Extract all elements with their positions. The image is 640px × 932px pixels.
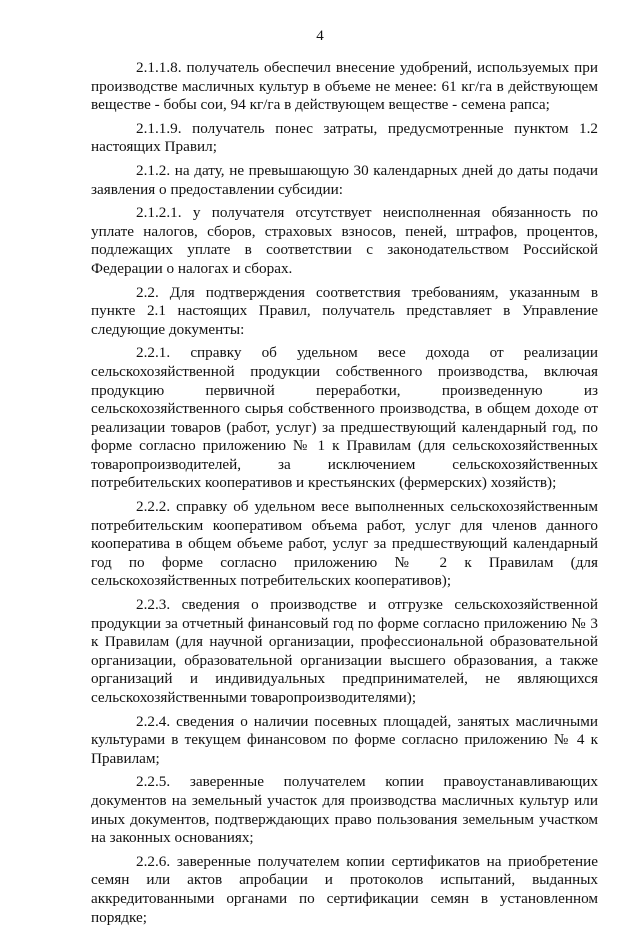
paragraph-2-1-1-8: 2.1.1.8. получатель обеспечил внесение удобрений, используемых при производстве масличных культур в объеме не менее: 61 кг/га в действующем веществе - бобы сои, 94 кг/га в действующем веществе - семена рапса; [91,59,598,114]
paragraph-2-1-2: 2.1.2. на дату, не превышающую 30 календарных дней до даты подачи заявления о предоставлении субсидии: [91,161,598,198]
paragraph-2-1-2-1: 2.1.2.1. у получателя отсутствует неисполненная обязанность по уплате налогов, сборов, страховых взносов, пеней, штрафов, процентов, подлежащих уплате в соответствии с законодательством Российской Федерации о налогах и сборах. [91,204,598,277]
paragraph-2-2: 2.2. Для подтверждения соответствия требованиям, указанным в пункте 2.1 настоящих Правил, получатель представляет в Управление следующие документы: [91,283,598,338]
paragraph-2-2-1: 2.2.1. справку об удельном весе дохода от реализации сельскохозяйственной продукции собственного производства, включая продукцию первичной переработки, произведенную из сельскохозяйственного сырья собственного производства, в общем доходе от реализации товаров (работ, услуг) за предшествующий календарный год, по форме согласно приложению № 1 к Правилам (для сельскохозяйственных товаропроизводителей, за исключением сельскохозяйственных потребительских кооперативов и крестьянских (фермерских) хозяйств); [91,344,598,492]
paragraph-2-2-3: 2.2.3. сведения о производстве и отгрузке сельскохозяйственной продукции за отчетный финансовый год по форме согласно приложению № 3 к Правилам (для научной организации, профессиональной образовательной организации, образовательной организации высшего образования, а также организаций и индивидуальных предпринимателей, не являющихся сельскохозяйственными товаропроизводителями); [91,596,598,706]
page-number: 4 [316,28,324,44]
document-body [91,59,598,932]
paragraph-2-2-6: 2.2.6. заверенные получателем копии сертификатов на приобретение семян или актов апробации и протоколов испытаний, выданных аккредитованными органами по сертификации семян в установленном порядке; [91,852,598,926]
paragraph-2-2-5: 2.2.5. заверенные получателем копии правоустанавливающих документов на земельный участок для производства масличных культур или иных документов, подтверждающих право пользования земельным участком на законных основаниях; [91,773,598,847]
paragraph-2-2-2: 2.2.2. справку об удельном весе выполненных сельскохозяйственным потребительским кооперативом объема работ, услуг для членов данного кооператива в общем объеме работ, услуг за предшествующий календарный год по форме согласно приложению № 2 к Правилам (для сельскохозяйственных потребительских кооперативов); [91,498,598,590]
paragraph-2-1-1-9: 2.1.1.9. получатель понес затраты, предусмотренные пунктом 1.2 настоящих Правил; [91,119,598,156]
paragraph-2-2-4: 2.2.4. сведения о наличии посевных площадей, занятых масличными культурами в текущем финансовом по форме согласно приложению № 4 к Правилам; [91,712,598,767]
